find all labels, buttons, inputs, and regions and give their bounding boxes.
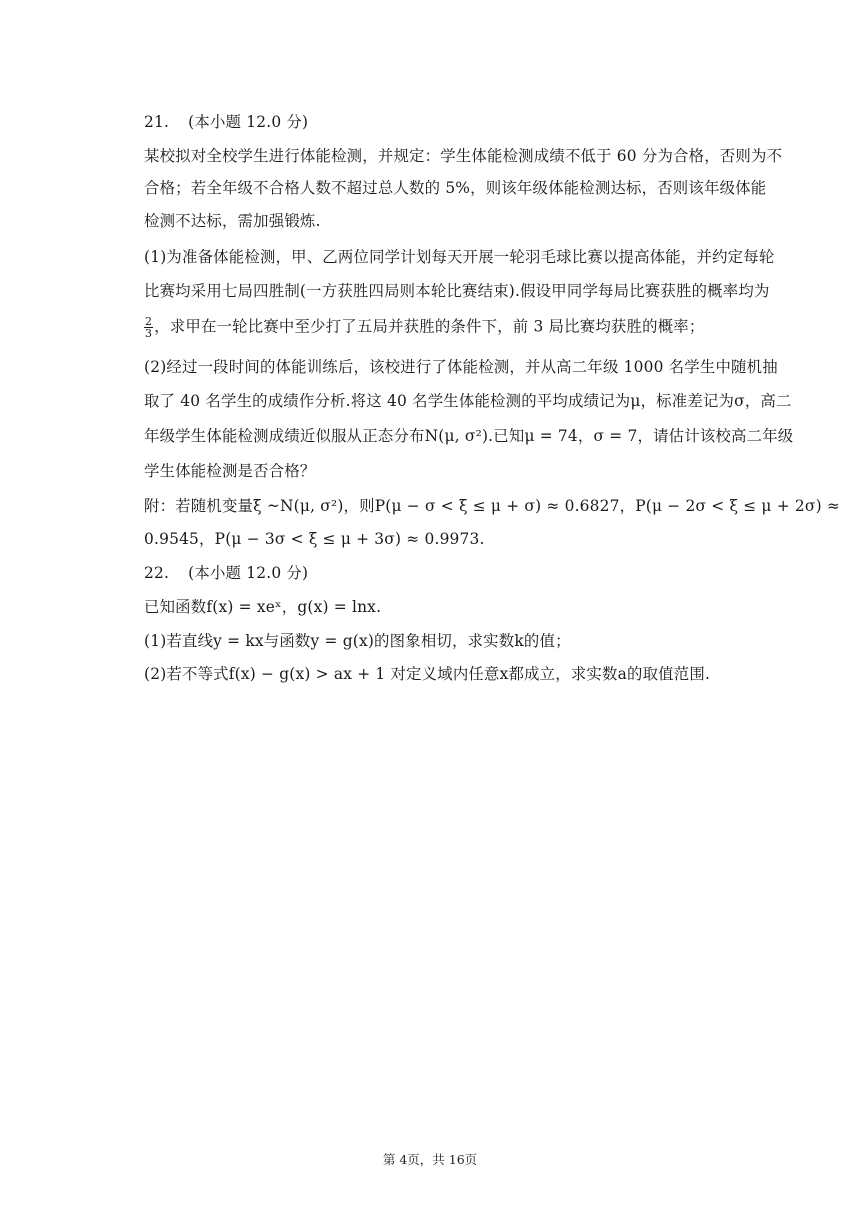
question-points: (本小题 12.0 分) xyxy=(188,113,309,131)
question-points: (本小题 12.0 分) xyxy=(188,564,309,582)
question-21-header xyxy=(144,112,308,132)
fraction-numerator: 2 xyxy=(145,315,153,328)
question-21-part-1-fraction-line xyxy=(144,316,704,339)
question-21-part-2-line: 年级学生体能检测成绩近似服从正态分布N(μ, σ²).已知μ = 74，σ = 7，请估计该校高二年级 xyxy=(144,427,794,445)
question-21-part-2-line: (2)经过一段时间的体能训练后，该校进行了体能检测，并从高二年级 1000 名学生中随机抽 xyxy=(144,358,778,376)
question-21-part-1-tail: ，求甲在一轮比赛中至少打了五局并获胜的条件下，前 3 局比赛均获胜的概率； xyxy=(154,317,705,336)
question-21-part-2-line: 取了 40 名学生的成绩作分析.将这 40 名学生体能检测的平均成绩记为μ，标准差记为σ，高二 xyxy=(144,392,792,410)
question-21-part-1-line: (1)为准备体能检测，甲、乙两位同学计划每天开展一轮羽毛球比赛以提高体能，并约定每轮 xyxy=(144,248,775,266)
fraction-denominator: 3 xyxy=(145,327,153,340)
question-22-part-2-line: (2)若不等式f(x) − g(x) > ax + 1 对定义域内任意x都成立，求实数a的取值范围. xyxy=(144,665,711,683)
question-number: 22. xyxy=(144,564,170,582)
question-22-text-line: 已知函数f(x) = xeˣ，g(x) = lnx. xyxy=(144,598,382,616)
question-21-text-line: 检测不达标，需加强锻炼. xyxy=(144,212,321,230)
question-21-part-1-line: 比赛均采用七局四胜制(一方获胜四局则本轮比赛结束).假设甲同学每局比赛获胜的概率均为 xyxy=(144,282,770,300)
question-22-header xyxy=(144,563,308,583)
question-21-appendix-line: 附：若随机变量ξ ~N(μ, σ²)，则P(μ − σ < ξ ≤ μ + σ) ≈ 0.6827，P(μ − 2σ < ξ ≤ μ + 2σ) ≈ xyxy=(144,497,840,515)
question-21-text-line: 合格；若全年级不合格人数不超过总人数的 5%，则该年级体能检测达标，否则该年级体能 xyxy=(144,179,767,197)
question-21-appendix-line: 0.9545，P(μ − 3σ < ξ ≤ μ + 3σ) ≈ 0.9973. xyxy=(144,530,485,548)
question-22-part-1-line: (1)若直线y = kx与函数y = g(x)的图象相切，求实数k的值； xyxy=(144,632,571,650)
page-footer: 第 4页，共 16页 xyxy=(382,1152,478,1167)
probability-fraction xyxy=(144,316,153,339)
question-21-part-2-line: 学生体能检测是否合格？ xyxy=(144,462,316,480)
question-21-text-line: 某校拟对全校学生进行体能检测，并规定：学生体能检测成绩不低于 60 分为合格，否则为不 xyxy=(144,147,783,165)
question-number: 21. xyxy=(144,113,170,131)
